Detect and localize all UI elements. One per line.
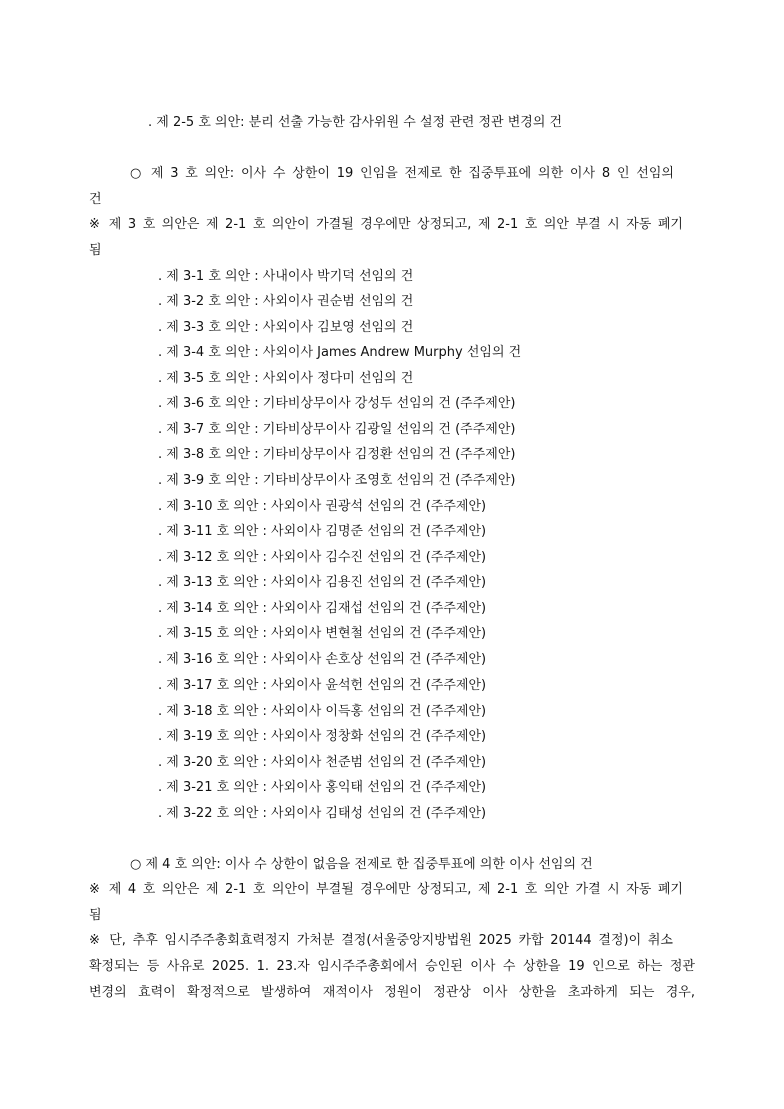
sub-item-3-20: . 제 3-20 호 의안 : 사외이사 천준범 선임의 건 (주주제안) (158, 755, 487, 770)
sub-item-3-9: . 제 3-9 호 의안 : 기타비상무이사 조영호 선임의 건 (주주제안) (158, 473, 516, 488)
sub-item-3-19: . 제 3-19 호 의안 : 사외이사 정창화 선임의 건 (주주제안) (158, 729, 487, 744)
agenda-3-title-cont: 건 (89, 192, 102, 207)
sub-item-3-15: . 제 3-15 호 의안 : 사외이사 변현철 선임의 건 (주주제안) (158, 626, 487, 641)
agenda-4-note-cont: 됨 (89, 908, 102, 923)
sub-item-3-1: . 제 3-1 호 의안 : 사내이사 박기덕 선임의 건 (158, 269, 414, 284)
agenda-4-note2-line1: ※ 단, 추후 임시주주총회효력정지 가처분 결정(서울중앙지방법원 2025 카합 20144 결정)이 취소 (89, 933, 673, 948)
agenda-3-note: ※ 제 3 호 의안은 제 2-1 호 의안이 가결될 경우에만 상정되고, 제 2-1 호 의안 부결 시 자동 폐기 (89, 217, 683, 232)
sub-item-3-21: . 제 3-21 호 의안 : 사외이사 홍익태 선임의 건 (주주제안) (158, 780, 487, 795)
sub-item-3-16: . 제 3-16 호 의안 : 사외이사 손호상 선임의 건 (주주제안) (158, 652, 487, 667)
sub-item-3-10: . 제 3-10 호 의안 : 사외이사 권광석 선임의 건 (주주제안) (158, 499, 487, 514)
sub-item-3-7: . 제 3-7 호 의안 : 기타비상무이사 김광일 선임의 건 (주주제안) (158, 422, 516, 437)
sub-item-3-14: . 제 3-14 호 의안 : 사외이사 김재섭 선임의 건 (주주제안) (158, 601, 487, 616)
sub-item-3-4: . 제 3-4 호 의안 : 사외이사 James Andrew Murphy 선임의 건 (158, 345, 522, 360)
sub-item-3-8: . 제 3-8 호 의안 : 기타비상무이사 김정환 선임의 건 (주주제안) (158, 447, 516, 462)
sub-item-3-13: . 제 3-13 호 의안 : 사외이사 김용진 선임의 건 (주주제안) (158, 575, 487, 590)
agenda-4-note2-line3: 변경의 효력이 확정적으로 발생하여 재적이사 정원이 정관상 이사 상한을 초과하게 되는 경우, (89, 985, 695, 1000)
sub-item-3-22: . 제 3-22 호 의안 : 사외이사 김태성 선임의 건 (주주제안) (158, 806, 487, 821)
agenda-4-note2-line2: 확정되는 등 사유로 2025. 1. 23.자 임시주주총회에서 승인된 이사 수 상한을 19 인으로 하는 정관 (89, 959, 695, 974)
sub-item-3-2: . 제 3-2 호 의안 : 사외이사 권순범 선임의 건 (158, 294, 414, 309)
sub-item-3-11: . 제 3-11 호 의안 : 사외이사 김명준 선임의 건 (주주제안) (158, 524, 487, 539)
sub-item-3-18: . 제 3-18 호 의안 : 사외이사 이득홍 선임의 건 (주주제안) (158, 704, 487, 719)
sub-item-3-5: . 제 3-5 호 의안 : 사외이사 정다미 선임의 건 (158, 371, 414, 386)
sub-item-3-12: . 제 3-12 호 의안 : 사외이사 김수진 선임의 건 (주주제안) (158, 550, 487, 565)
sub-item-3-6: . 제 3-6 호 의안 : 기타비상무이사 강성두 선임의 건 (주주제안) (158, 396, 516, 411)
agenda-4-note: ※ 제 4 호 의안은 제 2-1 호 의안이 부결될 경우에만 상정되고, 제 2-1 호 의안 가결 시 자동 폐기 (89, 882, 683, 897)
agenda-4-title: ○ 제 4 호 의안: 이사 수 상한이 없음을 전제로 한 집중투표에 의한 이사 선임의 건 (130, 857, 593, 872)
agenda-3-note-cont: 됨 (89, 243, 102, 258)
agenda-2-5-heading: . 제 2-5 호 의안: 분리 선출 가능한 감사위원 수 설정 관련 정관 변경의 건 (148, 115, 563, 130)
sub-item-3-17: . 제 3-17 호 의안 : 사외이사 윤석헌 선임의 건 (주주제안) (158, 678, 487, 693)
agenda-3-title: ○ 제 3 호 의안: 이사 수 상한이 19 인임을 전제로 한 집중투표에 의한 이사 8 인 선임의 (130, 166, 674, 181)
sub-item-3-3: . 제 3-3 호 의안 : 사외이사 김보영 선임의 건 (158, 320, 414, 335)
